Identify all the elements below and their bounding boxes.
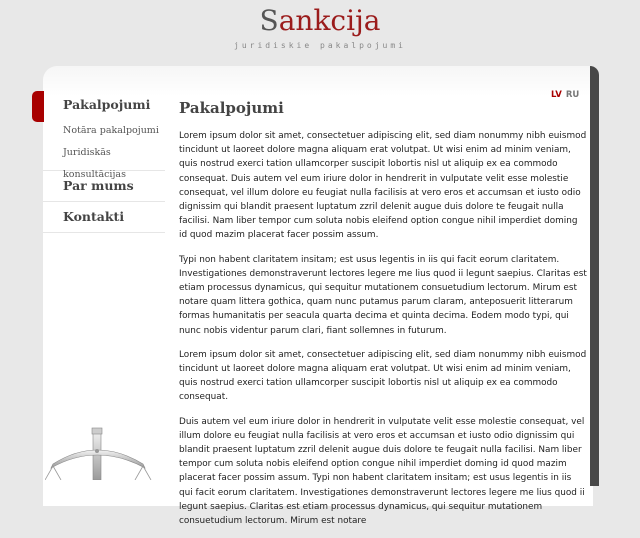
lang-lv-link[interactable]: LV — [551, 90, 562, 100]
main-content — [179, 99, 587, 538]
lang-ru-link[interactable]: RU — [565, 90, 580, 100]
site-logo[interactable]: Sankcija — [259, 4, 381, 37]
page-title: Pakalpojumi — [179, 99, 284, 117]
paragraph: Lorem ipsum dolor sit amet, consectetuer adipiscing elit, sed diam nonummy nibh euismod tincidunt ut laoreet dolore magna aliquam erat volutpat. Ut wisi enim ad minim veniam, quis nostrud exerci tation ullamcorper suscipit lobortis nisl ut aliquip ex ea commodo consequat. — [179, 349, 587, 403]
submenu-pakalpojumi — [43, 120, 165, 180]
paragraph: Lorem ipsum dolor sit amet, consectetuer adipiscing elit, sed diam nonummy nibh euismod tincidunt ut laoreet dolore magna aliquam erat volutpat. Ut wisi enim ad minim veniam, quis nostrud exerci tation ullamcorper suscipit lobortis nisl ut aliquip ex ea commodo consequat. Duis autem vel eum iriure dolor in hendrerit in vulputate velit esse molestie consequat, vel illum dolore eu feugiat nulla facilisis at vero eros et accumsan et iusto odio dignissim qui blandit praesent luptatum zzril delenit augue duis dolore te feugait nulla facilisi. Nam liber tempor cum soluta nobis eleifend option congue nihil imperdiet doming id quod mazim placerat facer possim assum. — [179, 131, 587, 241]
site-header — [0, 0, 640, 66]
sidebar-item-par-mums[interactable]: Par mums — [63, 178, 134, 193]
paragraph: Duis autem vel eum iriure dolor in hendrerit in vulputate velit esse molestie consequat, vel illum dolore eu feugiat nulla facilisis at vero eros et accumsan et iusto odio dignissim qui blandit praesent luptatum zzril delenit augue duis dolore te feugait nulla facilisi. Nam liber tempor cum soluta nobis eleifend option congue nihil imperdiet doming id quod mazim placerat facer possim assum. Typi non habent claritatem insitam; est usus legentis in iis qui facit eorum claritatem. Investigationes demonstraverunt lectores legere me lius quod ii legunt saepius. Claritas est etiam processus dynamicus, qui sequitur mutationem consuetudium lectorum. Mirum est notare — [179, 416, 585, 527]
sidebar-item-pakalpojumi[interactable]: Pakalpojumi — [63, 97, 151, 112]
paragraph: Typi non habent claritatem insitam; est usus legentis in iis qui facit eorum claritatem. Investigationes demonstraverunt lectores legere me lius quod ii legunt saepius. Claritas est etiam processus dynamicus, qui sequitur mutationem consuetudium lectorum. Mirum est notare quam littera gothica, quam nunc putamus parum claram, anteposuerit litterarum formas humanitatis per seacula quarta decima et quinta decima. Eodem modo typi, qui nunc nobis videntur parum clari, fiant sollemnes in futurum. — [179, 254, 587, 336]
scales-of-justice-icon — [45, 420, 165, 480]
sidebar-nav — [43, 90, 165, 233]
sidebar-item-kontakti[interactable]: Kontakti — [63, 209, 125, 224]
divider — [43, 232, 165, 233]
panel-edge — [590, 66, 599, 486]
site-tagline: juridiskie pakalpojumi — [234, 41, 406, 50]
sidebar-subitem-konsultacijas[interactable]: Juridiskās konsultācijas — [63, 147, 126, 180]
sidebar-subitem-notara[interactable]: Notāra pakalpojumi — [63, 125, 159, 136]
